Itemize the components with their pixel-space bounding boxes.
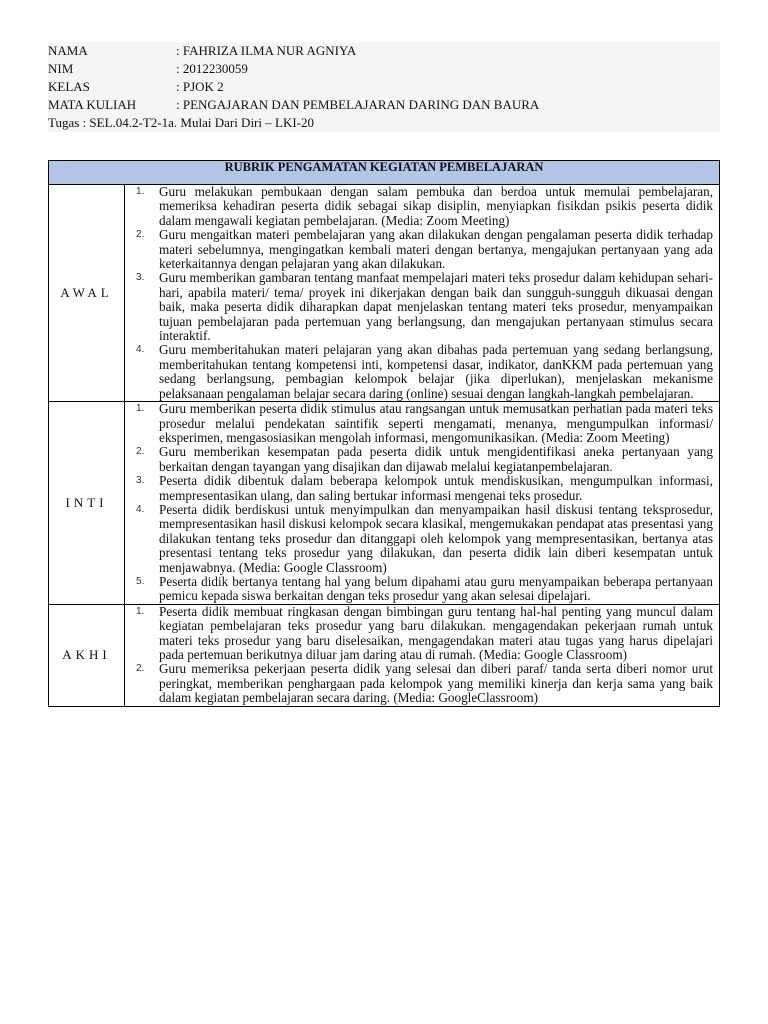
info-label: KELAS — [48, 78, 176, 96]
phase-label: INTI — [49, 402, 125, 605]
info-row-kelas — [48, 78, 720, 96]
info-label: NAMA — [48, 42, 176, 60]
rubric-row-inti — [49, 402, 720, 605]
list-item: Guru memberikan gambaran tentang manfaat mempelajari materi teks prosedur dalam kehidupan sehari-hari, apabila materi/ tema/ proyek ini dikerjakan dengan baik dan sungguh-sungguh dikuasai dengan baik, maka peserta didik diharapkan dapat menjelaskan tentang materi teks prosedur, menyampaikan tujuan pembelajaran pada pertemuan yang berlangsung, dan mengajukan pertanyaan stimulus secara interaktif. — [159, 270, 713, 344]
list-item: Peserta didik dibentuk dalam beberapa kelompok untuk mendiskusikan, mengumpulkan informasi, mempresentasikan ulang, dan saling bertukar informasi mengenai teks prosedur. — [159, 473, 713, 503]
item-list — [125, 402, 719, 604]
phase-content — [125, 402, 720, 605]
rubric-title: RUBRIK PENGAMATAN KEGIATAN PEMBELAJARAN — [49, 161, 720, 185]
list-item: Guru memberikan peserta didik stimulus atau rangsangan untuk memusatkan perhatian pada materi teks prosedur melalui pendekatan saintifik seperti mengamati, menanya, mengumpulkan informasi/ eksperimen, mengasosiasikan mengolah informasi, mengomunikasikan. (Media: Zoom Meeting) — [159, 401, 713, 445]
item-list — [125, 605, 719, 706]
info-value: : 2012230059 — [176, 60, 720, 78]
list-item: Guru memberitahukan materi pelajaran yang akan dibahas pada pertemuan yang sedang berlangsung, memberitahukan tentang kompetensi inti, kompetensi dasar, indikator, danKKM pada pertemuan yang sedang berlangsung, pembagian kelompok belajar (jika diperlukan), menjelaskan mekanisme pelaksanaan pengalaman belajar secara daring (online) sesuai dengan langkah-langkah pembelajaran. — [159, 342, 713, 401]
rubric-row-akhi — [49, 604, 720, 706]
task-line: Tugas : SEL.04.2-T2-1a. Mulai Dari Diri – LKI-20 — [48, 114, 720, 132]
info-value: : FAHRIZA ILMA NUR AGNIYA — [176, 42, 720, 60]
phase-content — [125, 185, 720, 402]
list-item: Peserta didik berdiskusi untuk menyimpulkan dan menyampaikan hasil diskusi tentang teksprosedur, mempresentasikan hasil diskusi kelompok secara klasikal, mengemukakan pendapat atas presentasi yang dilakukan tentang teks prosedur dan ditanggapi oleh kelompok yang mempresentasikan, bertanya atas presentasi tentang teks prosedur yang dilakukan, dan peserta didik lain diberi kesempatan untuk menjawabnya. (Media: Google Classroom) — [159, 501, 713, 575]
info-value: : PJOK 2 — [176, 78, 720, 96]
list-item: Peserta didik bertanya tentang hal yang belum dipahami atau guru menyampaikan beberapa pertanyaan pemicu kepada siswa berkaitan dengan teks prosedur yang akan selesai dipelajari. — [159, 573, 713, 604]
info-row-mata-kuliah — [48, 96, 720, 114]
info-row-nim — [48, 60, 720, 78]
list-item: Guru mengaitkan materi pembelajaran yang akan dilakukan dengan pengalaman peserta didik terhadap materi sebelumnya, mengingatkan kembali materi dengan bertanya, mengajukan pertanyaan yang ada keterkaitannya dengan pelajaran yang akan dilakukan. — [159, 227, 713, 272]
info-label: MATA KULIAH — [48, 96, 176, 114]
phase-label: AKHI — [49, 604, 125, 706]
list-item: Guru memberikan kesempatan pada peserta didik untuk mengidentifikasi aneka pertanyaan yang berkaitan dengan tayangan yang disajikan dan dijawab melalui kegiatanpembelajaran. — [159, 444, 713, 474]
rubric-row-awal — [49, 185, 720, 402]
rubric-table — [48, 160, 720, 707]
list-item: Guru memeriksa pekerjaan peserta didik yang selesai dan diberi paraf/ tanda serta diberi nomor urut peringkat, memberikan penghargaan pada kelompok yang memiliki kinerja dan kerja sama yang baik dalam kegiatan pembelajaran secara daring. (Media: GoogleClassroom) — [159, 661, 713, 706]
list-item: Peserta didik membuat ringkasan dengan bimbingan guru tentang hal-hal penting yang muncul dalam kegiatan pembelajaran teks prosedur yang baru dilakukan. mengagendakan pekerjaan rumah untuk materi teks prosedur yang baru diselesaikan, mengagendakan materi atau tugas yang harus dipelajari pada pertemuan berikutnya diluar jam daring atau di rumah. (Media: Google Classroom) — [159, 603, 713, 662]
info-value: : PENGAJARAN DAN PEMBELAJARAN DARING DAN BAURA — [176, 96, 720, 114]
phase-label: AWAL — [49, 185, 125, 402]
list-item: Guru melakukan pembukaan dengan salam pembuka dan berdoa untuk memulai pembelajaran, memeriksa kehadiran peserta didik sebagai sikap disiplin, menyiapkan fisikdan psikis peserta didik dalam mengawali kegiatan pembelajaran. (Media: Zoom Meeting) — [159, 184, 713, 228]
item-list — [125, 185, 719, 401]
info-label: NIM — [48, 60, 176, 78]
info-row-nama — [48, 42, 720, 60]
phase-content — [125, 604, 720, 706]
student-info — [48, 42, 720, 132]
